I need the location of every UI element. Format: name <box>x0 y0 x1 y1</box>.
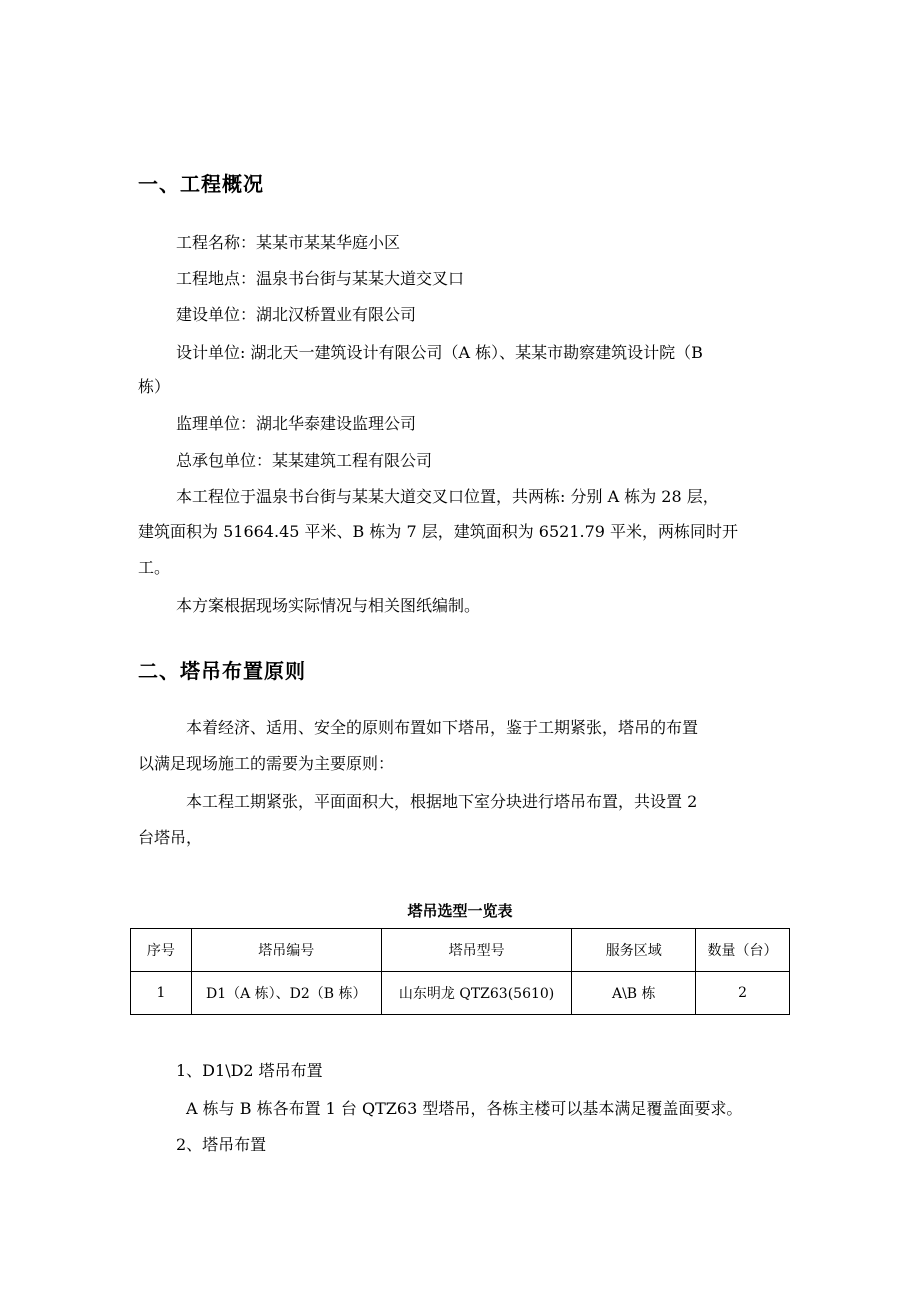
table-header-cell: 服务区域 <box>572 929 696 972</box>
item-1-text: A 栋与 B 栋各布置 1 台 QTZ63 型塔吊，各栋主楼可以基本满足覆盖面要求。 <box>186 1099 743 1118</box>
designer-line-2: 栋） <box>138 377 171 396</box>
principle-line-3: 本工程工期紧张，平面面积大，根据地下室分块进行塔吊布置，共设置 2 <box>186 792 698 811</box>
project-name-line: 工程名称：某某市某某华庭小区 <box>176 233 401 252</box>
table-header-cell: 序号 <box>131 929 192 972</box>
supervisor-line: 监理单位：湖北华泰建设监理公司 <box>176 414 417 433</box>
table-header-cell: 塔吊编号 <box>191 929 381 972</box>
client-line: 建设单位：湖北汉桥置业有限公司 <box>176 305 417 324</box>
table-header-cell: 数量（台） <box>696 929 790 972</box>
table-cell: A\B 栋 <box>572 972 696 1015</box>
section-heading-principles: 二、塔吊布置原则 <box>138 659 306 683</box>
contractor-line: 总承包单位：某某建筑工程有限公司 <box>176 451 433 470</box>
table-row <box>131 972 790 1015</box>
description-line-3: 工。 <box>138 558 171 577</box>
project-location-line: 工程地点：温泉书台街与某某大道交叉口 <box>176 269 465 288</box>
table-cell: 2 <box>696 972 790 1015</box>
description-line-2: 建筑面积为 51664.45 平米、B 栋为 7 层，建筑面积为 6521.79 平米，两栋同时开 <box>138 522 739 541</box>
item-2-title: 2、塔吊布置 <box>176 1135 267 1154</box>
table-header-row <box>131 929 790 972</box>
designer-line-1: 设计单位: 湖北天一建筑设计有限公司（A 栋）、某某市勘察建筑设计院（B <box>176 343 703 362</box>
basis-line: 本方案根据现场实际情况与相关图纸编制。 <box>176 596 481 615</box>
principle-line-2: 以满足现场施工的需要为主要原则： <box>138 754 395 773</box>
crane-selection-table <box>130 928 790 1015</box>
principle-line-1: 本着经济、适用、安全的原则布置如下塔吊，鉴于工期紧张，塔吊的布置 <box>186 718 699 737</box>
section-heading-overview: 一、工程概况 <box>138 172 264 196</box>
table-header-cell: 塔吊型号 <box>381 929 572 972</box>
table-cell: 山东明龙 QTZ63(5610) <box>381 972 572 1015</box>
table-cell: 1 <box>131 972 192 1015</box>
table-title: 塔吊选型一览表 <box>407 902 513 920</box>
description-line-1: 本工程位于温泉书台街与某某大道交叉口位置，共两栋: 分别 A 栋为 28 层， <box>176 487 719 506</box>
principle-line-4: 台塔吊， <box>138 828 203 847</box>
item-1-title: 1、D1\D2 塔吊布置 <box>176 1061 323 1080</box>
table-cell: D1（A 栋）、D2（B 栋） <box>191 972 381 1015</box>
